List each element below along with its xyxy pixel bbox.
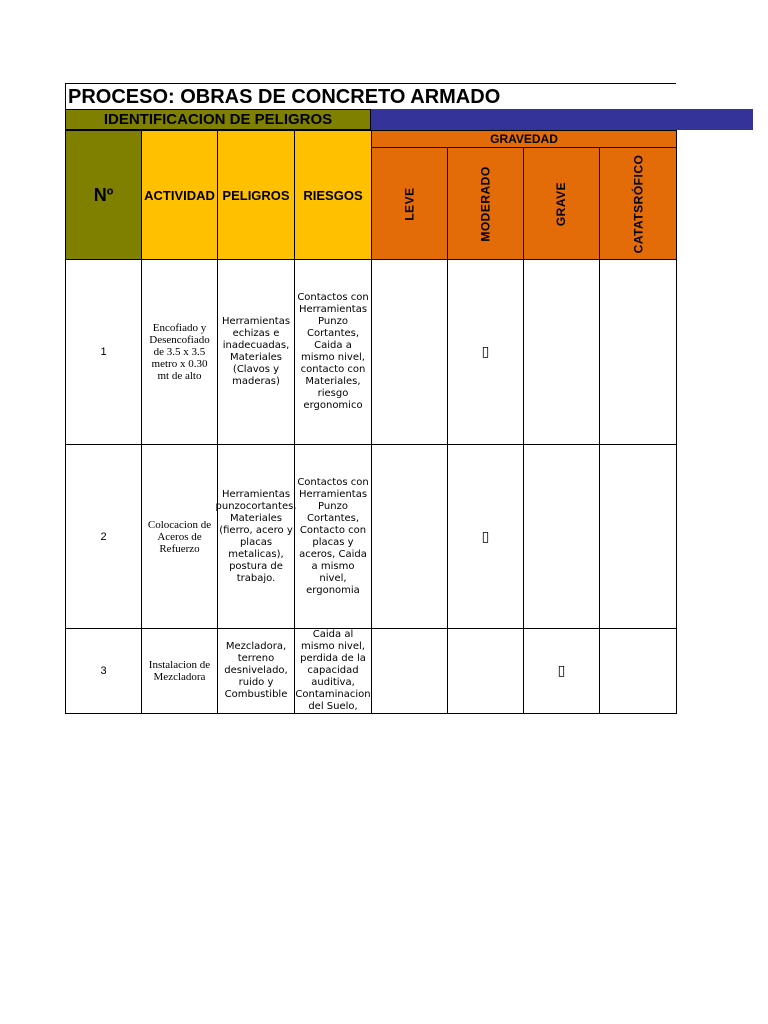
- page-title: PROCESO: OBRAS DE CONCRETO ARMADO: [65, 83, 676, 109]
- row-3-grave: ▯: [523, 628, 600, 714]
- row-3-riesgos: Caida al mismo nivel, perdida de la capacidad auditiva, Contaminacion del Suelo,: [295, 629, 371, 712]
- row-3-no: 3: [65, 628, 142, 714]
- col-header-leve: LEVE: [371, 147, 448, 260]
- row-2-no: 2: [65, 444, 142, 629]
- col-header-riesgos: RIESGOS: [294, 130, 372, 260]
- col-header-moderado: MODERADO: [447, 147, 524, 260]
- row-2-leve: [371, 444, 448, 629]
- row-1-leve: [371, 259, 448, 445]
- col-header-no: Nº: [65, 130, 142, 260]
- col-header-actividad: ACTIVIDAD: [141, 130, 218, 260]
- row-2-catastrofico: [599, 444, 677, 629]
- row-3-moderado: [447, 628, 524, 714]
- row-1-actividad: Encofiado y Desencofiado de 3.5 x 3.5 metro x 0.30 mt de alto: [141, 259, 218, 445]
- row-2-grave: [523, 444, 600, 629]
- row-1-peligros: Herramientas echizas e inadecuadas, Materiales (Clavos y maderas): [217, 259, 295, 445]
- row-1-grave: [523, 259, 600, 445]
- col-header-grave: GRAVE: [523, 147, 600, 260]
- row-1-no: 1: [65, 259, 142, 445]
- row-1-catastrofico: [599, 259, 677, 445]
- row-3-catastrofico: [599, 628, 677, 714]
- blue-header-band: [371, 109, 753, 130]
- row-2-moderado: ▯: [447, 444, 524, 629]
- row-2-riesgos: Contactos con Herramientas Punzo Cortantes, Contacto con placas y aceros, Caida a mismo nivel, ergonomia: [294, 444, 372, 629]
- row-3-peligros: Mezcladora, terreno desnivelado, ruido y Combustible: [217, 628, 295, 714]
- col-header-catastrofico: CATATSRÓFICO: [599, 147, 677, 260]
- col-header-peligros: PELIGROS: [217, 130, 295, 260]
- row-3-leve: [371, 628, 448, 714]
- row-1-moderado: ▯: [447, 259, 524, 445]
- row-2-peligros: Herramientas punzocortantes, Materiales (fierro, acero y placas metalicas), postura de trabajo.: [217, 444, 295, 629]
- section-title: IDENTIFICACION DE PELIGROS: [65, 109, 371, 130]
- row-2-actividad: Colocacion de Aceros de Refuerzo: [141, 444, 218, 629]
- row-3-actividad: Instalacion de Mezcladora: [141, 628, 218, 714]
- col-header-gravedad: GRAVEDAD: [371, 130, 677, 148]
- row-1-riesgos: Contactos con Herramientas Punzo Cortantes, Caida a mismo nivel, contacto con Materiales, riesgo ergonomico: [294, 259, 372, 445]
